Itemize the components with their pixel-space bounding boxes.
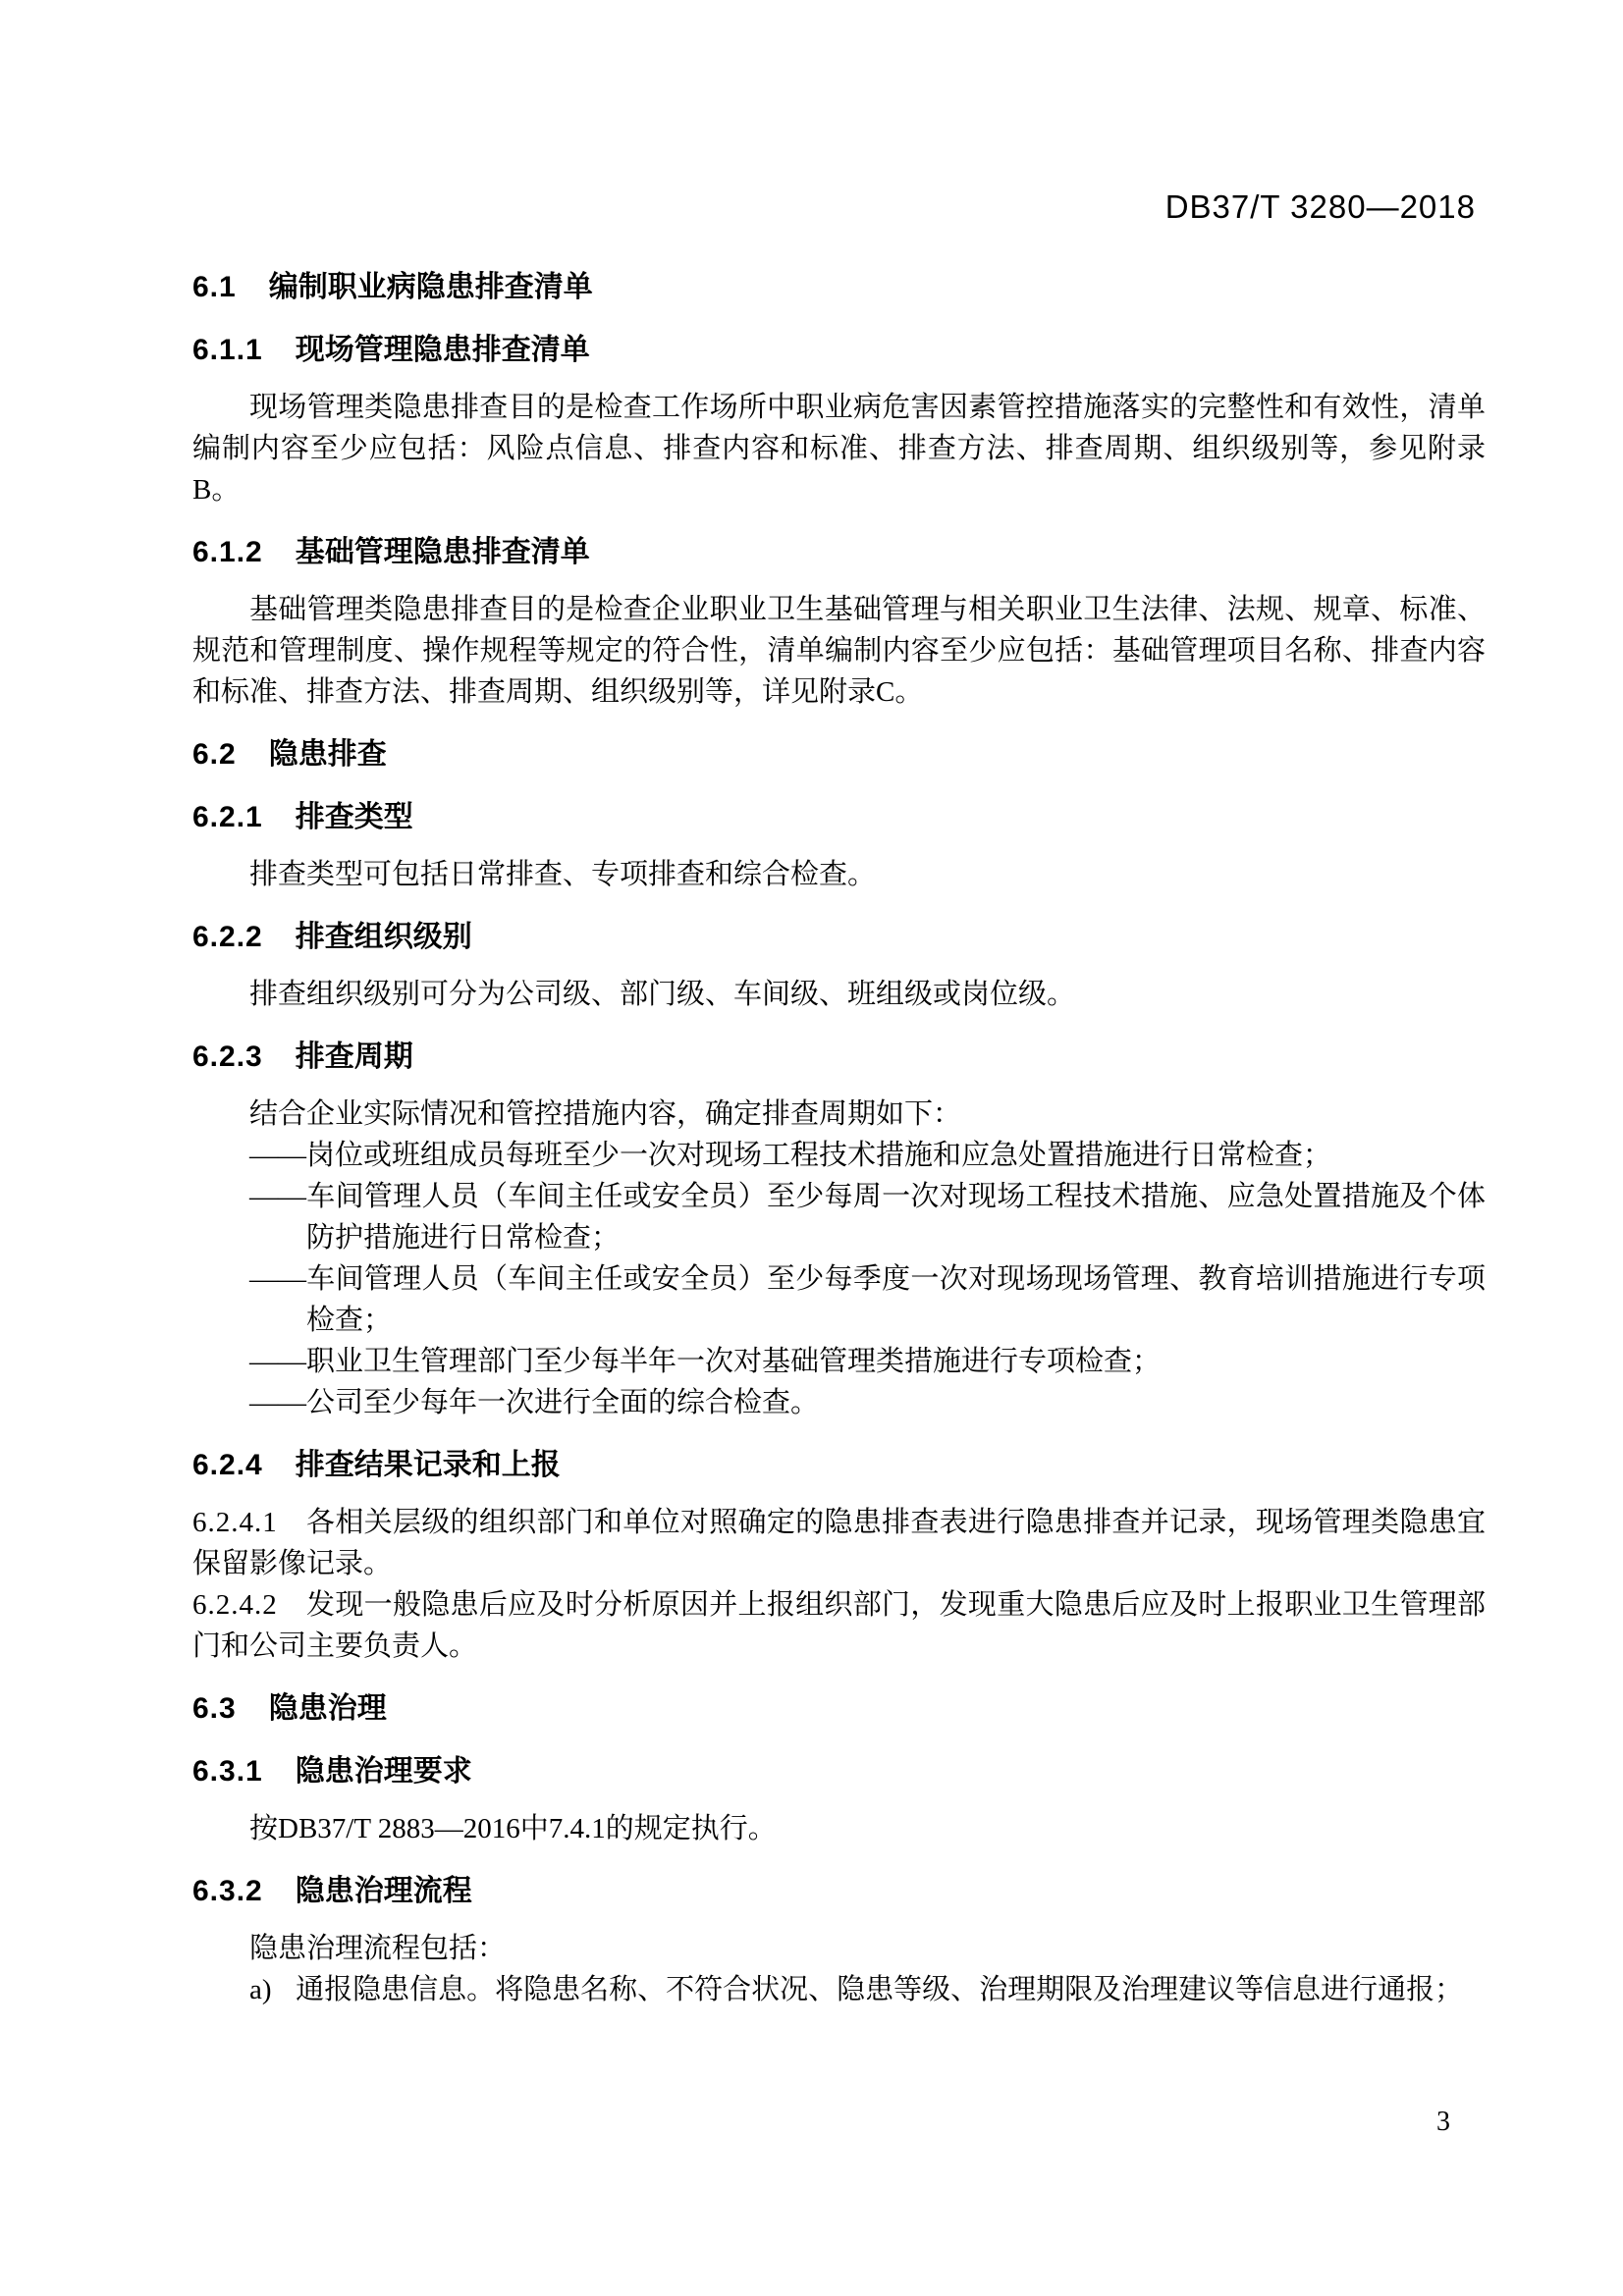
clause-text: 发现一般隐患后应及时分析原因并上报组织部门，发现重大隐患后应及时上报职业卫生管理部门和公司主要负责人。: [192, 1589, 1486, 1662]
section-title: 排查组织级别: [295, 921, 472, 953]
dash-item-text: 车间管理人员（车间主任或安全员）至少每周一次对现场工程技术措施、应急处置措施及个体防护措施进行日常检查；: [306, 1181, 1486, 1254]
dash-marker: ——: [249, 1263, 306, 1295]
section-number: 6.3: [192, 1692, 237, 1725]
numbered-paragraph-6.2.4.1: [192, 1502, 1486, 1584]
alpha-list-marker: a): [249, 1974, 272, 2005]
dash-item-text: 车间管理人员（车间主任或安全员）至少每季度一次对现场现场管理、教育培训措施进行专项检查；: [306, 1263, 1486, 1336]
standard-code: DB37/T 3280—2018: [1164, 188, 1476, 225]
dash-list-item: [192, 1258, 1486, 1341]
numbered-paragraph-6.2.4.2: [192, 1584, 1486, 1667]
paragraph: 基础管理类隐患排查目的是检查企业职业卫生基础管理与相关职业卫生法律、法规、规章、标准、规范和管理制度、操作规程等规定的符合性，清单编制内容至少应包括：基础管理项目名称、排查内容和标准、排查方法、排查周期、组织级别等，详见附录C。: [192, 594, 1486, 708]
section-title: 基础管理隐患排查清单: [295, 536, 590, 568]
alpha-list-item: [192, 1969, 1486, 2010]
section-number: 6.1.1: [192, 334, 263, 366]
section-number: 6.1: [192, 271, 237, 303]
document-content: [192, 245, 1486, 2010]
dash-marker: ——: [249, 1346, 306, 1377]
section-heading-6.1.1: [192, 330, 1486, 371]
section-title: 现场管理隐患排查清单: [295, 334, 590, 366]
paragraph: 现场管理类隐患排查目的是检查工作场所中职业病危害因素管控措施落实的完整性和有效性，清单编制内容至少应包括：风险点信息、排查内容和标准、排查方法、排查周期、组织级别等，参见附录B。: [192, 392, 1486, 506]
section-heading-6.2.2: [192, 917, 1486, 958]
alpha-item-text: 通报隐患信息。将隐患名称、不符合状况、隐患等级、治理期限及治理建议等信息进行通报；: [296, 1974, 1464, 2005]
section-heading-6.3: [192, 1688, 1486, 1730]
dash-list-item: [192, 1341, 1486, 1382]
section-title: 隐患治理流程: [295, 1875, 472, 1907]
section-title: 隐患治理: [268, 1692, 387, 1725]
section-heading-6.3.1: [192, 1751, 1486, 1792]
dash-item-text: 职业卫生管理部门至少每半年一次对基础管理类措施进行专项检查；: [306, 1346, 1162, 1377]
section-heading-6.1: [192, 267, 1486, 308]
section-number: 6.2.1: [192, 801, 263, 833]
paragraph: 排查组织级别可分为公司级、部门级、车间级、班组级或岗位级。: [249, 979, 1076, 1010]
section-number: 6.3.1: [192, 1755, 263, 1788]
clause-text: 各相关层级的组织部门和单位对照确定的隐患排查表进行隐患排查并记录，现场管理类隐患宜保留影像记录。: [192, 1507, 1486, 1579]
paragraph: 按DB37/T 2883—2016中7.4.1的规定执行。: [249, 1813, 777, 1844]
dash-marker: ——: [249, 1387, 306, 1418]
section-number: 6.3.2: [192, 1875, 263, 1907]
section-heading-6.3.2: [192, 1871, 1486, 1912]
paragraph: 排查类型可包括日常排查、专项排查和综合检查。: [249, 859, 877, 890]
section-number: 6.2.2: [192, 921, 263, 953]
dash-marker: ——: [249, 1140, 306, 1171]
page-header: [1165, 188, 1476, 226]
clause-number: 6.2.4.1: [192, 1507, 278, 1538]
dash-item-text: 公司至少每年一次进行全面的综合检查。: [306, 1387, 820, 1418]
section-heading-6.2.3: [192, 1037, 1486, 1078]
dash-list-item: [192, 1382, 1486, 1423]
section-title: 排查周期: [295, 1041, 413, 1073]
dash-list-item: [192, 1176, 1486, 1258]
section-heading-6.2.4: [192, 1445, 1486, 1486]
section-heading-6.2: [192, 734, 1486, 775]
section-heading-6.2.1: [192, 797, 1486, 838]
section-number: 6.1.2: [192, 536, 263, 568]
section-title: 隐患治理要求: [295, 1755, 472, 1788]
dash-marker: ——: [249, 1181, 306, 1212]
section-title: 编制职业病隐患排查清单: [268, 271, 593, 303]
section-title: 排查类型: [295, 801, 413, 833]
paragraph: 结合企业实际情况和管控措施内容，确定排查周期如下：: [249, 1098, 962, 1130]
clause-number: 6.2.4.2: [192, 1589, 278, 1621]
page-number: 3: [1436, 2107, 1450, 2137]
dash-item-text: 岗位或班组成员每班至少一次对现场工程技术措施和应急处置措施进行日常检查；: [306, 1140, 1332, 1171]
section-title: 排查结果记录和上报: [295, 1449, 561, 1481]
section-title: 隐患排查: [268, 738, 387, 771]
dash-list-item: [192, 1135, 1486, 1176]
section-number: 6.2.4: [192, 1449, 263, 1481]
paragraph: 隐患治理流程包括：: [249, 1933, 507, 1964]
section-heading-6.1.2: [192, 532, 1486, 573]
section-number: 6.2.3: [192, 1041, 263, 1073]
section-number: 6.2: [192, 738, 237, 771]
